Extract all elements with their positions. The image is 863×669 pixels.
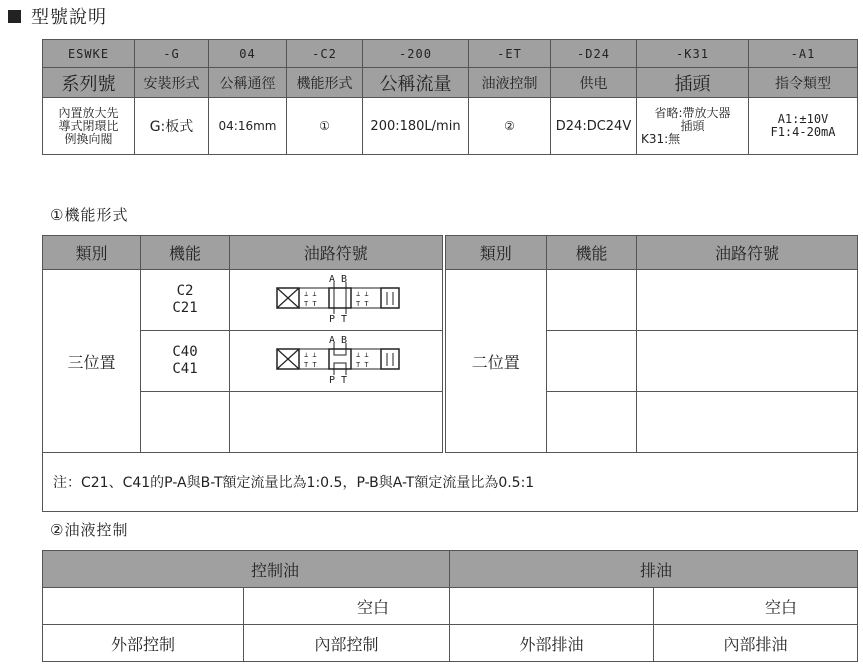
- category-two-position: 二位置: [444, 270, 547, 453]
- symbol-ports-bottom: P T: [328, 314, 347, 324]
- name-power: 供电: [551, 68, 637, 98]
- valve-symbol-c2: [230, 270, 444, 331]
- code-function: -C2: [287, 40, 363, 68]
- code-command: -A1: [749, 40, 858, 68]
- code-flow: -200: [363, 40, 469, 68]
- heading-text: 型號說明: [31, 7, 107, 28]
- header-category-right: 類別: [444, 236, 547, 270]
- valve-symbol-c2-icon: [271, 272, 401, 324]
- oil-cell-external-control: 外部控制: [43, 625, 244, 662]
- valve-symbol-c40-icon: [271, 333, 401, 385]
- name-series: 系列號: [43, 68, 135, 98]
- svg-text:⊥ ⊥: ⊥ ⊥: [303, 290, 317, 298]
- right-function-empty-3: [547, 392, 637, 453]
- symbol-ports-bottom-2: P T: [328, 375, 347, 385]
- valve-symbol-c40: [230, 331, 444, 392]
- header-function-right: 機能: [547, 236, 637, 270]
- value-power: D24:DC24V: [551, 98, 637, 155]
- oil-cell-internal-drain: 內部排油: [654, 625, 858, 662]
- category-three-position: 三位置: [43, 270, 141, 453]
- function-codes-empty: [141, 392, 230, 453]
- name-oil: 油液控制: [469, 68, 551, 98]
- oil-cell-r1c2: 空白: [244, 588, 450, 625]
- code-bore: 04: [209, 40, 287, 68]
- name-mount: 安裝形式: [135, 68, 209, 98]
- svg-text:T T: T T: [303, 361, 317, 369]
- code-plug: -K31: [637, 40, 749, 68]
- right-symbol-empty-1: [637, 270, 858, 331]
- right-symbol-empty-2: [637, 331, 858, 392]
- value-plug: 省略:帶放大器 插頭 K31:無: [637, 98, 749, 155]
- name-command: 指令類型: [749, 68, 858, 98]
- svg-text:T T: T T: [303, 300, 317, 308]
- black-square-icon: [8, 10, 21, 23]
- model-code-table: [42, 39, 858, 155]
- name-function: 機能形式: [287, 68, 363, 98]
- valve-symbol-empty: [230, 392, 444, 453]
- code-mount: -G: [135, 40, 209, 68]
- name-plug: 插頭: [637, 68, 749, 98]
- svg-text:⊥ ⊥: ⊥ ⊥: [355, 290, 369, 298]
- value-series: 內置放大先 導式閉環比 例換向閥: [43, 98, 135, 155]
- header-category-left: 類別: [43, 236, 141, 270]
- header-function-left: 機能: [141, 236, 230, 270]
- function-codes-c2: C2 C21: [141, 270, 230, 331]
- header-symbol-left: 油路符號: [230, 236, 444, 270]
- code-oil: -ET: [469, 40, 551, 68]
- name-flow: 公稱流量: [363, 68, 469, 98]
- section1-title: ①機能形式: [50, 206, 129, 224]
- oil-cell-r1c4: 空白: [654, 588, 858, 625]
- name-bore: 公稱通徑: [209, 68, 287, 98]
- symbol-ports-top-2: A B: [328, 335, 347, 346]
- symbol-ports-top: A B: [328, 274, 347, 285]
- oil-cell-r1c3: [450, 588, 654, 625]
- value-mount: G:板式: [135, 98, 209, 155]
- right-symbol-empty-3: [637, 392, 858, 453]
- header-symbol-right: 油路符號: [637, 236, 858, 270]
- svg-text:⊥ ⊥: ⊥ ⊥: [355, 351, 369, 359]
- oil-cell-r1c1: [43, 588, 244, 625]
- value-oil-ref: ②: [469, 98, 551, 155]
- header-control-oil: 控制油: [43, 551, 450, 588]
- code-series: ESWKE: [43, 40, 135, 68]
- section2-title: ②油液控制: [50, 521, 129, 539]
- header-drain-oil: 排油: [450, 551, 858, 588]
- oil-control-table: [42, 550, 858, 662]
- oil-cell-internal-control: 內部控制: [244, 625, 450, 662]
- function-table: [42, 235, 858, 512]
- function-codes-c40: C40 C41: [141, 331, 230, 392]
- right-function-empty-2: [547, 331, 637, 392]
- svg-text:T T: T T: [355, 300, 369, 308]
- value-bore: 04:16mm: [209, 98, 287, 155]
- code-power: -D24: [551, 40, 637, 68]
- value-flow: 200:180L/min: [363, 98, 469, 155]
- oil-cell-external-drain: 外部排油: [450, 625, 654, 662]
- value-function-ref: ①: [287, 98, 363, 155]
- right-function-empty-1: [547, 270, 637, 331]
- svg-text:⊥ ⊥: ⊥ ⊥: [303, 351, 317, 359]
- value-command: A1:±10V F1:4-20mA: [749, 98, 858, 155]
- svg-text:T T: T T: [355, 361, 369, 369]
- section-heading: [8, 4, 107, 28]
- function-note: 注：C21、C41的P-A與B-T額定流量比為1:0.5，P-B與A-T額定流量比為0.5:1: [43, 453, 858, 512]
